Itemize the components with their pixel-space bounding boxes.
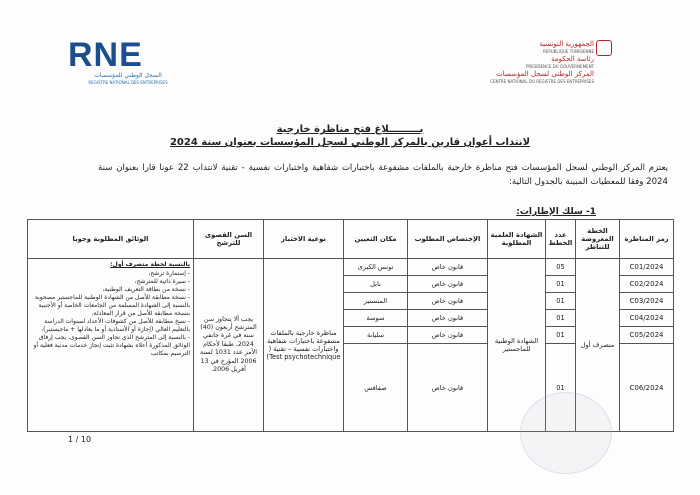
cell-count: 01 xyxy=(546,310,576,327)
docs-item: - نسخ مطابقة للأصل من كشوفات الأعداد لسنوات الدراسة بالتعليم العالي (إجازة أو الأستاذية أو ما يعادلها + ماجيستير)، xyxy=(41,318,190,333)
cell-count: 01 xyxy=(546,293,576,310)
page-title: بـــــــــلاغ فتح مناظرة خارجية xyxy=(276,124,424,135)
cell-place: تونس الكبرى xyxy=(344,259,408,276)
cell-place: سوسة xyxy=(344,310,408,327)
cell-place: نابل xyxy=(344,276,408,293)
cell-place: المنستير xyxy=(344,293,408,310)
gov-center-fr: CENTRE NATIONAL DU REGISTRE DES ENTREPRISES xyxy=(490,79,594,84)
header-test: نوعية الاختبار xyxy=(264,220,344,259)
cell-specialty: قانون خاص xyxy=(408,293,488,310)
header-plan: الخطة المعروضة للتناظر xyxy=(576,220,620,259)
cell-code: C06/2024 xyxy=(620,344,674,432)
intro-paragraph: يعتزم المركز الوطني لسجل المؤسسات فتح مناظرة خارجية بالملفات مشفوعة باختبارات شفاهية واختبارات نفسية - تقنية لانتداب 22 عونا قارا بعنوان سنة 2024 وفقا للمعطيات المبينة بالجدول التالية: xyxy=(98,163,668,187)
section-heading: 1- سلك الإطارات: xyxy=(516,207,596,217)
cell-specialty: قانون خاص xyxy=(408,259,488,276)
page-subtitle: لانتداب أعوان قارين بالمركز الوطني لسجل المؤسسات بعنوان سنة 2024 xyxy=(169,137,531,148)
header-count: عدد الخطط xyxy=(546,220,576,259)
gov-republic: الجمهورية التونسية xyxy=(539,40,594,48)
header-docs: الوثائق المطلوبة وجوبا xyxy=(28,220,194,259)
cell-specialty: قانون خاص xyxy=(408,327,488,344)
gov-presidency-fr: PRESIDENCE DU GOUVERNEMENT xyxy=(525,64,594,69)
official-stamp xyxy=(520,392,612,474)
cell-code: C02/2024 xyxy=(620,276,674,293)
rne-logo-french: REGISTRE NATIONAL DES ENTREPRISES xyxy=(88,80,168,85)
cell-test: مناظرة خارجية بالملفات مشفوعة باختبارات شفاهية واختبارات نفسية – تقنية ( Test psychotechnique) xyxy=(264,259,344,432)
cell-age: يجب ألا يتجاوز سن المترشح أربعون (40) سنة في غرة جانفي 2024، طبقا لأحكام الأمر عدد 1031 لسنة 2006 المؤرخ في 13 أفريل 2006. xyxy=(194,259,264,432)
cell-count: 05 xyxy=(546,259,576,276)
docs-item: - سيرة ذاتية للمترشح، xyxy=(134,278,190,285)
cell-degree: الشهادة الوطنية للماجستير xyxy=(488,259,546,432)
cell-code: C04/2024 xyxy=(620,310,674,327)
rne-logo-arabic: السجل الوطني للمؤسسات xyxy=(94,72,162,79)
gov-republic-fr: REPUBLIQUE TUNISIENNE xyxy=(543,49,594,54)
docs-title: بالنسبة لخطة متصرف أول: xyxy=(110,261,190,268)
table-row xyxy=(28,259,674,276)
cell-specialty: قانون خاص xyxy=(408,344,488,432)
cell-count: 01 xyxy=(546,276,576,293)
cell-specialty: قانون خاص xyxy=(408,276,488,293)
header-age: السن القصوى للترشح xyxy=(194,220,264,259)
cell-count: 01 xyxy=(546,327,576,344)
cell-specialty: قانون خاص xyxy=(408,310,488,327)
cell-code: C05/2024 xyxy=(620,327,674,344)
gov-center: المركز الوطني لسجل المؤسسات xyxy=(496,70,594,78)
cell-docs xyxy=(28,259,194,432)
rne-logo-letters: RNE xyxy=(68,36,143,74)
header-degree: الشهادة العلمية المطلوبة xyxy=(488,220,546,259)
cell-code: C03/2024 xyxy=(620,293,674,310)
cell-place: صفاقس xyxy=(344,344,408,432)
tunisia-emblem-icon xyxy=(596,40,612,56)
header-specialty: الإختصاص المطلوب xyxy=(408,220,488,259)
page-number: 1 / 10 xyxy=(68,435,92,444)
docs-item: - بالنسبة إلى المترشح الذي تجاوز السن القصوى، يجب إرفاق الوثائق المذكورة أعلاه بشهادة تثبت إنجاز خدمات مدنية فعلية أو الترسيم بمكاتب xyxy=(33,334,190,357)
docs-item: - نسخة من بطاقة التعريف الوطنية، xyxy=(102,286,190,293)
rne-logo xyxy=(68,38,188,86)
cell-place: سليانة xyxy=(344,327,408,344)
header-place: مكان التعيين xyxy=(344,220,408,259)
gov-presidency: رئاسة الحكومة xyxy=(551,55,594,63)
cell-plan: متصرف أول xyxy=(576,259,620,432)
docs-item: - إستمارة ترشح، xyxy=(148,270,190,277)
cell-count: 01 xyxy=(546,344,576,432)
cell-code: C01/2024 xyxy=(620,259,674,276)
header-code: رمز المناظرة xyxy=(620,220,674,259)
docs-item: - نسخة مطابقة للأصل من الشهادة الوطنية للماجستير مصحوبة بالنسبة إلى الشهادة المسلمة من الجامعات الخاصة أو الأجنبية بنسخة مطابقة للأصل من قرار المعادلة، xyxy=(34,294,190,317)
